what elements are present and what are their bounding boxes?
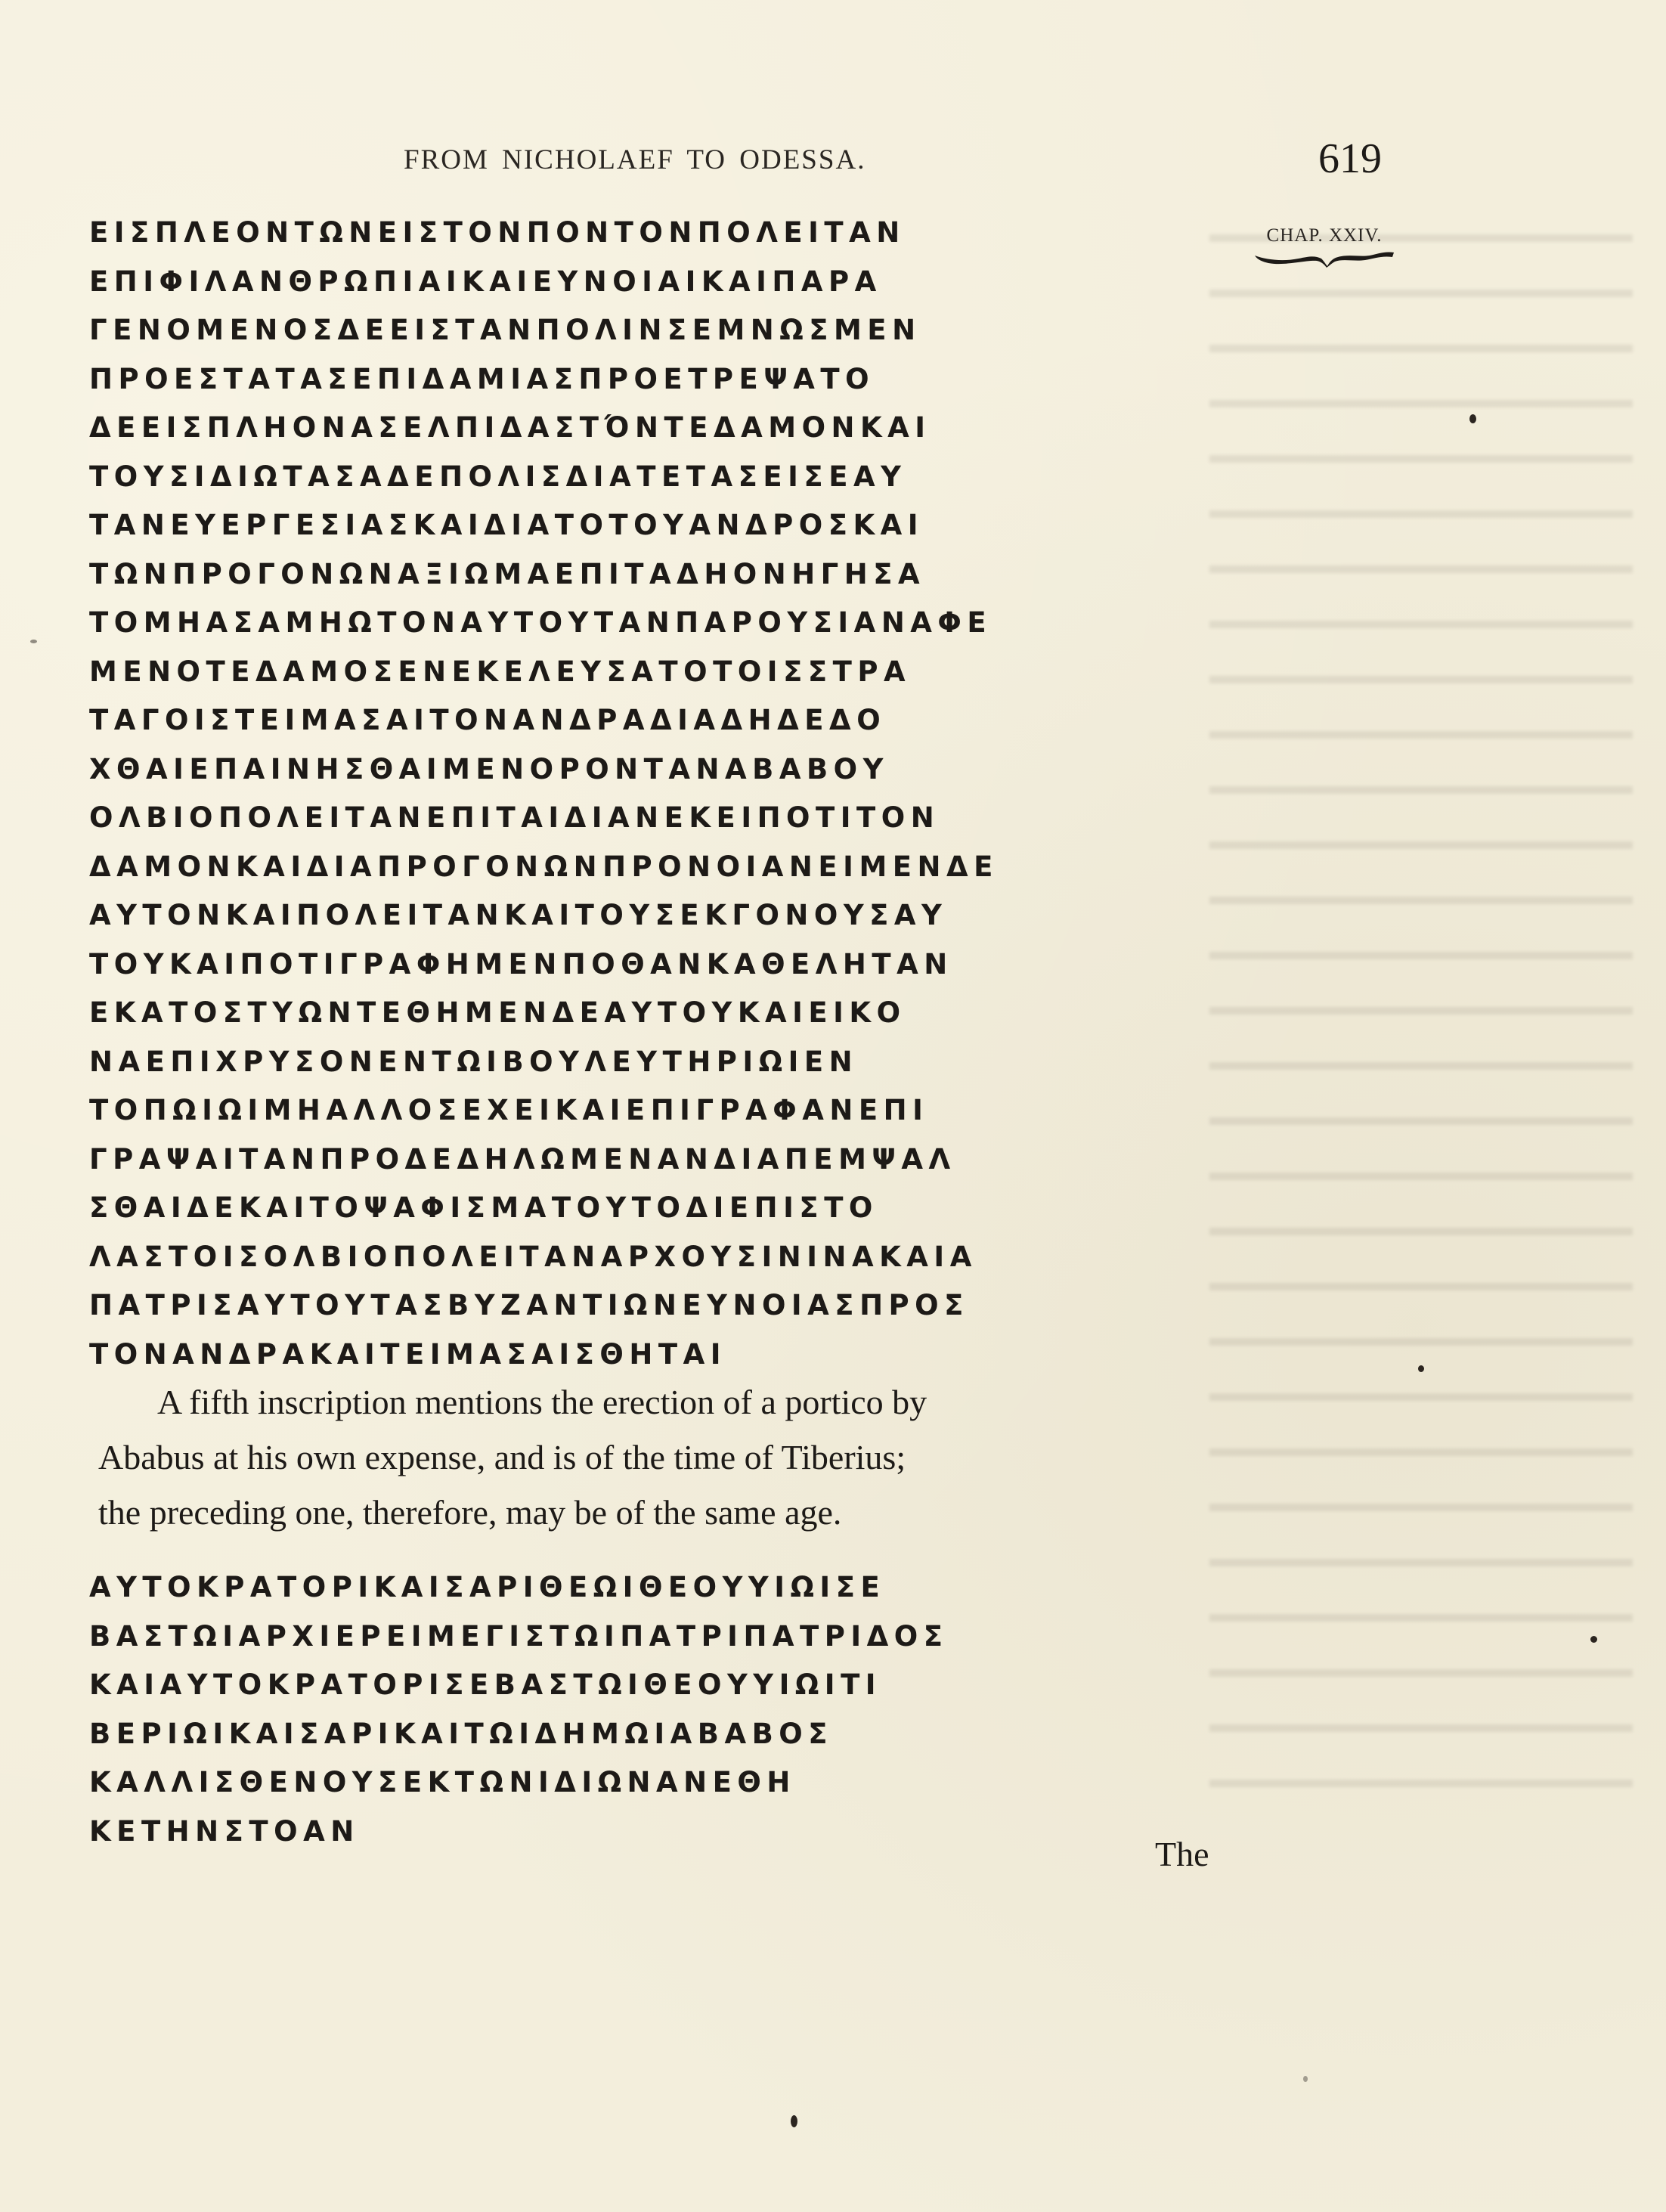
chapter-label: CHAP. XXIV.	[1266, 225, 1383, 246]
inscription-line: ΤΟΥΣΙΔΙΩΤΑΣΑΔΕΠΟΛΙΣΔΙΑΤΕΤΑΣΕΙΣΕΑΥ	[89, 460, 907, 493]
inscription-line: ΤΑΝΕΥΕΡΓΕΣΙΑΣΚΑΙΔΙΑΤΟΤΟΥΑΝΔΡΟΣΚΑΙ	[89, 509, 924, 541]
inscription-line: ΤΟΠΩΙΩΙΜΗΑΛΛΟΣΕΧΕΙΚΑΙΕΠΙΓΡΑΦΑΝΕΠΙ	[89, 1094, 929, 1126]
inscription-line: ΓΕΝΟΜΕΝΟΣΔΕΕΙΣΤΑΝΠΟΛΙΝΣΕΜΝΩΣΜΕΝ	[89, 314, 921, 346]
inscription-line: ΔΑΜΟΝΚΑΙΔΙΑΠΡΟΓΟΝΩΝΠΡΟΝΟΙΑΝΕΙΜΕΝΔΕ	[89, 850, 999, 883]
inscription-line: ΛΑΣΤΟΙΣΟΛΒΙΟΠΟΛΕΙΤΑΝΑΡΧΟΥΣΙΝΙΝΑΚΑΙΑ	[89, 1240, 977, 1273]
inscription-line: ΧΘΑΙΕΠΑΙΝΗΣΘΑΙΜΕΝΟΡΟΝΤΑΝΑΒΑΒΟΥ	[89, 752, 889, 785]
inscription-line: ΚΕΤΗΝΣΤΟΑΝ	[89, 1814, 360, 1848]
paragraph-line: the preceding one, therefore, may be of the same age.	[98, 1493, 842, 1532]
inscription-line: ΒΕΡΙΩΙΚΑΙΣΑΡΙΚΑΙΤΩΙΔΗΜΩΙΑΒΑΒΟΣ	[89, 1717, 834, 1750]
ink-speck	[1418, 1365, 1424, 1372]
inscription-line: ΝΑΕΠΙΧΡΥΣΟΝΕΝΤΩΙΒΟΥΛΕΥΤΗΡΙΩΙΕΝ	[89, 1045, 859, 1078]
inscription-line: ΚΑΙΑΥΤΟΚΡΑΤΟΡΙΣΕΒΑΣΤΩΙΘΕΟΥΥΙΩΙΤΙ	[89, 1668, 882, 1701]
inscription-line: ΠΑΤΡΙΣΑΥΤΟΥΤΑΣΒΥΖΑΝΤΙΩΝΕΥΝΟΙΑΣΠΡΟΣ	[89, 1289, 969, 1321]
inscription-line: ΤΟΝΑΝΔΡΑΚΑΙΤΕΙΜΑΣΑΙΣΘΗΤΑΙ	[89, 1337, 726, 1371]
ink-speck	[791, 2115, 797, 2127]
inscription-line: ΚΑΛΛΙΣΘΕΝΟΥΣΕΚΤΩΝΙΔΙΩΝΑΝΕΘΗ	[89, 1766, 796, 1798]
inscription-line: ΤΟΥΚΑΙΠΟΤΙΓΡΑΦΗΜΕΝΠΟΘΑΝΚΑΘΕΛΗΤΑΝ	[89, 947, 953, 981]
flourish-ornament-icon	[1249, 249, 1400, 269]
inscription-line: ΤΩΝΠΡΟΓΟΝΩΝΑΞΙΩΜΑΕΠΙΤΑΔΗΟΝΗΓΗΣΑ	[89, 557, 926, 590]
inscription-line: ΑΥΤΟΝΚΑΙΠΟΛΕΙΤΑΝΚΑΙΤΟΥΣΕΚΓΟΝΟΥΣΑΥ	[89, 899, 948, 931]
inscription-line: ΒΑΣΤΩΙΑΡΧΙΕΡΕΙΜΕΓΙΣΤΩΙΠΑΤΡΙΠΑΤΡΙΔΟΣ	[89, 1619, 949, 1653]
inscription-line: ΟΛΒΙΟΠΟΛΕΙΤΑΝΕΠΙΤΑΙΔΙΑΝΕΚΕΙΠΟΤΙΤΟΝ	[89, 801, 940, 834]
inscription-line: ΕΠΙΦΙΛΑΝΘΡΩΠΙΑΙΚΑΙΕΥΝΟΙΑΙΚΑΙΠΑΡΑ	[89, 265, 882, 298]
catchword: The	[1155, 1835, 1209, 1873]
page-number: 619	[1318, 135, 1382, 182]
inscription-line: ΠΡΟΕΣΤΑΤΑΣΕΠΙΔΑΜΙΑΣΠΡΟΕΤΡΕΨΑΤΟ	[89, 362, 875, 395]
body-paragraph	[98, 1374, 1217, 1540]
chapter-side-note	[1249, 225, 1400, 269]
inscription-line: ΕΚΑΤΟΣΤΥΩΝΤΕΘΗΜΕΝΔΕΑΥΤΟΥΚΑΙΕΙΚΟ	[89, 996, 906, 1029]
inscription-line: ΔΕΕΙΣΠΛΗΟΝΑΣΕΛΠΙΔΑΣΤΌΝΤΕΔΑΜΟΝΚΑΙ	[89, 411, 931, 444]
ink-speck	[1590, 1636, 1597, 1643]
ink-speck	[30, 640, 37, 643]
paragraph-line: Ababus at his own expense, and is of the time of Tiberius;	[98, 1438, 906, 1476]
show-through-text	[1209, 204, 1633, 1792]
ink-speck	[1469, 414, 1476, 423]
inscription-line: ΤΑΓΟΙΣΤΕΙΜΑΣΑΙΤΟΝΑΝΔΡΑΔΙΑΔΗΔΕΔΟ	[89, 704, 887, 736]
inscription-line: ΜΕΝΟΤΕΔΑΜΟΣΕΝΕΚΕΛΕΥΣΑΤΟΤΟΙΣΣΤΡΑ	[89, 655, 912, 688]
running-head: FROM NICHOLAEF TO ODESSA.	[404, 144, 866, 175]
inscription-line: ΓΡΑΨΑΙΤΑΝΠΡΟΔΕΔΗΛΩΜΕΝΑΝΔΙΑΠΕΜΨΑΛ	[89, 1142, 956, 1176]
inscription-line: ΑΥΤΟΚΡΑΤΟΡΙΚΑΙΣΑΡΙΘΕΩΙΘΕΟΥΥΙΩΙΣΕ	[89, 1571, 886, 1603]
inscription-line: ΕΙΣΠΛΕΟΝΤΩΝΕΙΣΤΟΝΠΟΝΤΟΝΠΟΛΕΙΤΑΝ	[89, 216, 906, 249]
inscription-line: ΤΟΜΗΑΣΑΜΗΩΤΟΝΑΥΤΟΥΤΑΝΠΑΡΟΥΣΙΑΝΑΦΕ	[89, 606, 992, 639]
ink-speck	[1303, 2076, 1308, 2082]
inscription-line: ΣΘΑΙΔΕΚΑΙΤΟΨΑΦΙΣΜΑΤΟΥΤΟΔΙΕΠΙΣΤΟ	[89, 1191, 878, 1224]
greek-inscription-second	[89, 1563, 949, 1856]
paragraph-line: A fifth inscription mentions the erection of a portico by	[157, 1383, 927, 1421]
greek-inscription-first	[89, 209, 999, 1379]
